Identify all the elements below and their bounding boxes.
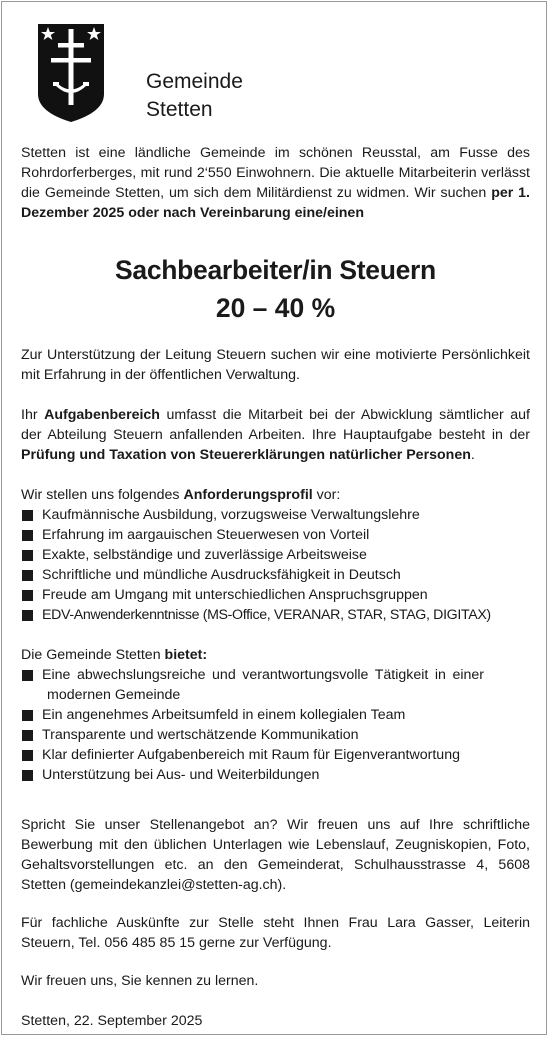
list-item-text: Klar definierter Aufgabenbereich mit Raum für Eigenverantwortung — [42, 747, 460, 763]
tasks-paragraph — [21, 405, 530, 465]
requirements-intro — [21, 485, 530, 505]
application-paragraph: Spricht Sie unser Stellenangebot an? Wir freuen uns auf Ihre schriftliche Bewerbung mit den üblichen Unterlagen wie Lebenslauf, Zeugniskopien, Foto, Gehaltsvorstellungen etc. an den Gemeinderat, Schulhausstrasse 4, 5608 Stetten (gemeindekanzlei@stetten-ag.ch). — [21, 817, 530, 893]
square-bullet-icon — [22, 590, 33, 601]
list-item — [21, 505, 530, 525]
square-bullet-icon — [22, 750, 33, 761]
job-title: Sachbearbeiter/in Steuern — [115, 255, 436, 285]
date-line: Stetten, 22. September 2025 — [21, 1013, 203, 1029]
list-item — [21, 585, 530, 605]
square-bullet-icon — [22, 770, 33, 781]
ad-content — [21, 143, 530, 1031]
org-name-line1: Gemeinde — [146, 70, 243, 93]
list-item-text: Eine abwechslungsreiche und verantwortungsvolle Tätigkeit in einer — [42, 667, 485, 683]
offer-list — [21, 665, 530, 785]
tasks-pre: Ihr — [21, 407, 45, 423]
offer-intro-bold: bietet: — [164, 647, 208, 663]
list-item — [21, 765, 530, 785]
offer-intro-pre: Die Gemeinde Stetten — [21, 647, 165, 663]
list-item — [21, 725, 530, 745]
requirements-list — [21, 505, 530, 625]
square-bullet-icon — [22, 550, 33, 561]
square-bullet-icon — [22, 710, 33, 721]
intro-paragraph — [21, 143, 530, 223]
square-bullet-icon — [22, 730, 33, 741]
list-item-text: Exakte, selbständige und zuverlässige Arbeitsweise — [42, 547, 367, 563]
list-item — [21, 705, 530, 725]
closing-line: Wir freuen uns, Sie kennen zu lernen. — [21, 973, 259, 989]
offer-intro — [21, 645, 530, 665]
square-bullet-icon — [22, 510, 33, 521]
list-item-text: Schriftliche und mündliche Ausdrucksfähigkeit in Deutsch — [42, 567, 401, 583]
list-item-text: Kaufmännische Ausbildung, vorzugsweise Verwaltungslehre — [42, 507, 420, 523]
job-percentage: 20 – 40 % — [215, 293, 336, 323]
requirements-intro-bold: Anforderungsprofil — [183, 487, 313, 503]
square-bullet-icon — [22, 570, 33, 581]
contact-paragraph: Für fachliche Auskünfte zur Stelle steht Ihnen Frau Lara Gasser, Leiterin Steuern, Tel. 056 485 85 15 gerne zur Verfügung. — [21, 915, 530, 951]
list-item — [21, 605, 530, 625]
start-date-text: per 1. Dezember 2025 oder nach Vereinbarung eine/einen — [21, 185, 530, 221]
list-item — [21, 525, 530, 545]
list-item-text-continued: modernen Gemeinde — [47, 687, 181, 703]
org-name-line2: Stetten — [146, 98, 213, 121]
support-paragraph: Zur Unterstützung der Leitung Steuern suchen wir eine motivierte Persönlichkeit mit Erfahrung in der öffentlichen Verwaltung. — [21, 347, 530, 383]
tasks-mid: umfasst die Mitarbeit bei der Abwicklung sämtlicher auf der Abteilung Steuern anfallenden Arbeiten. Ihre Hauptaufgabe besteht in der — [21, 407, 531, 443]
organization-name — [146, 68, 243, 124]
list-item — [21, 565, 530, 585]
square-bullet-icon — [22, 610, 33, 621]
tasks-bold-main: Prüfung und Taxation von Steuererklärungen natürlicher Personen — [21, 447, 471, 463]
requirements-intro-pre: Wir stellen uns folgendes — [21, 487, 184, 503]
list-item-text: EDV-Anwenderkenntnisse (MS-Office, VERANAR, STAR, STAG, DIGITAX) — [42, 607, 491, 623]
requirements-intro-post: vor: — [312, 487, 341, 503]
tasks-post: . — [470, 447, 475, 463]
list-item-text: Freude am Umgang mit unterschiedlichen Anspruchsgruppen — [42, 587, 428, 603]
list-item-text: Transparente und wertschätzende Kommunikation — [42, 727, 359, 743]
list-item-text: Unterstützung bei Aus- und Weiterbildungen — [42, 767, 320, 783]
coat-of-arms-icon — [38, 24, 104, 122]
list-item — [21, 745, 530, 765]
list-item-text: Erfahrung im aargauischen Steuerwesen von Vorteil — [42, 527, 370, 543]
list-item-text: Ein angenehmes Arbeitsumfeld in einem kollegialen Team — [42, 707, 406, 723]
square-bullet-icon — [22, 530, 33, 541]
tasks-bold-heading: Aufgabenbereich — [44, 407, 160, 423]
list-item — [21, 545, 530, 565]
square-bullet-icon — [22, 670, 33, 681]
intro-text: Stetten ist eine ländliche Gemeinde im schönen Reusstal, am Fusse des Rohrdorferberges, mit rund 2‘550 Einwohnern. Die aktuelle Mitarbeiterin verlässt die Gemeinde Stetten, um sich dem Militärdienst zu widmen. Wir suchen — [21, 145, 530, 201]
list-item — [21, 665, 530, 705]
